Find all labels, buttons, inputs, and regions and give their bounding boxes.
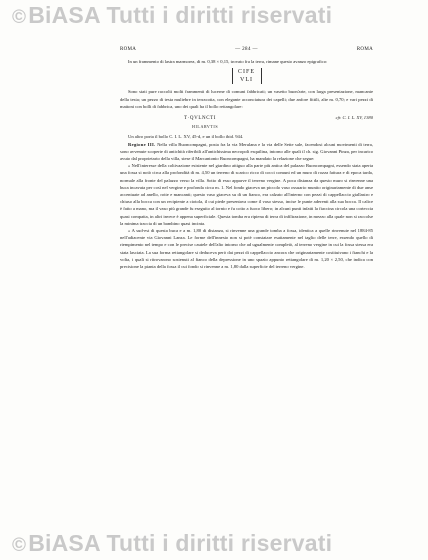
copyright-icon-bottom: © xyxy=(12,535,27,556)
watermark-bottom xyxy=(12,530,428,557)
finds-paragraph: Sono stati pure raccolti molti frammenti di lucerne di comuni fabbricati; un vasetto buon'arte, con larga presentazione, mancante della testa; un pezzo di testa muliebre in terracotta, con elegante acconciatura dei capelli; due anfore fittili, alte m. 0,70; e vari pezzi di mattoni con bolli di fabbrica, uno dei quali ha il bollo rettangolare: xyxy=(120,89,373,109)
watermark-bottom-text: BiASA Tutti i diritti riservati xyxy=(28,530,333,556)
quote-paragraph-2: « A sud-est di questa buca e a m. 1,80 di distanza, si rinvenne una grande tomba a fossa, identica a quelle rinvenute nel 1884-85 nell'adiacente via Giovanni Lanza. Le forme dell'innesto non si potè constatare esattamente nel taglio delle terre, essendo quello di riempimento nel tempo e con le precise cautele dell'alto intorno che ad ugualmente completò, al terreno vergine in cui la fossa stessa era stata lasciata. La sua forma rettangolare si deduceva però dai pezzi di cappellaccio ancora che originariamente costituivano i fianchi e la volta, i quali si ritrovarono sostenuti al fianco della depressione in uno spazio appunto rettangolare di m. 1,20 × 2,50, che indica con precisione la pianta della fossa il cui fondo si rinvenne a m. 1,80 dalla superficie del terreno vergine. xyxy=(120,228,373,270)
after-stamp-paragraph: Un altro porta il bollo C. I. L. XV, 45-d, e un il bollo ibid. 944. xyxy=(128,134,244,140)
header-left: ROMA xyxy=(120,47,137,52)
page-number: — 284 — xyxy=(235,47,258,52)
brick-stamp xyxy=(120,114,373,122)
region-label: Regione III. xyxy=(128,141,156,147)
stamp-reference: cfr. C. I. L. XV, 1380 xyxy=(335,115,373,121)
header-right: ROMA xyxy=(356,47,373,52)
region-text: Nella villa Buoncompagni, posta fra la via Merulana e la via delle Sette sale, facendosi alcuni movimenti di terra, sono avvenute scoperte di antichità riferibili all'antichissima necropoli esquilina, intorno alle quali il ch. sig. Giovanni Pinza, per incarico avuto dal proprietario della villa, stese il Marcantonio Buoncompagni, ha mandato la relazione che segue: xyxy=(120,141,373,162)
quote-paragraph-1: « Nell'interesse della coltivazione esistente nel giardino attiguo alla parte più antica del palazzo Buoncompagni, essendo stata aperta una fossa si notò circa alla profondità di m. 4,50 un terreno di scarico ricco di cocci comuni ed un muro di rozza fattura e di epoca tarda, normale alla fronte del palazzo verso la villa. Sotto di esso apparve il terreno vergine. A poca distanza da questo muro si rinvenne una buca incavata per così nel vergine e profonda circa m. 1. Nel fondo giaceva un piccolo vaso ossuario munito originariamente di due anse accentuate ad anello, rotte e mancanti; questo vaso giaceva su di un fianco, era calzato all'interno con pezzi di cappellaccio giallastro e chiuso alla bocca con un recipiente a ciotola, il cui piede presentava come il vaso stesso, incise le punte aderenti alla sua bocca. Il calice è fatto a mano, ma il vaso più grande fu eseguito al tornio e fu cotto a fuoco libero; in alcuni punti infatti la fiaccina circola una corteccia quasi compatta, in altri invece è appena superficiale. Questa tomba era ripiena di terra di infiltrazione, in mezzo alla quale non si raccolse la minima traccia di un bambino quasi incinta. xyxy=(120,163,373,226)
region-paragraph xyxy=(120,141,373,163)
inscription-fragment xyxy=(232,68,262,84)
inscription-line-2: VLI xyxy=(232,76,262,84)
running-header xyxy=(120,46,373,53)
document-page xyxy=(120,46,373,270)
inscription-line-1: CIFE xyxy=(232,68,262,76)
stamp-text: T·QVLNCTI xyxy=(184,116,217,122)
watermark-top-text: BiASA Tutti i diritti riservati xyxy=(28,2,333,28)
stamp-subline: HILARVTIS xyxy=(192,124,219,130)
watermark-top xyxy=(12,2,428,29)
copyright-icon: © xyxy=(12,7,27,28)
intro-paragraph: In un frammento di lastra marmorea, di m. 0,38 × 0,15, trovato fra la terra, rimane questo avanzo epigrafico: xyxy=(128,59,328,65)
